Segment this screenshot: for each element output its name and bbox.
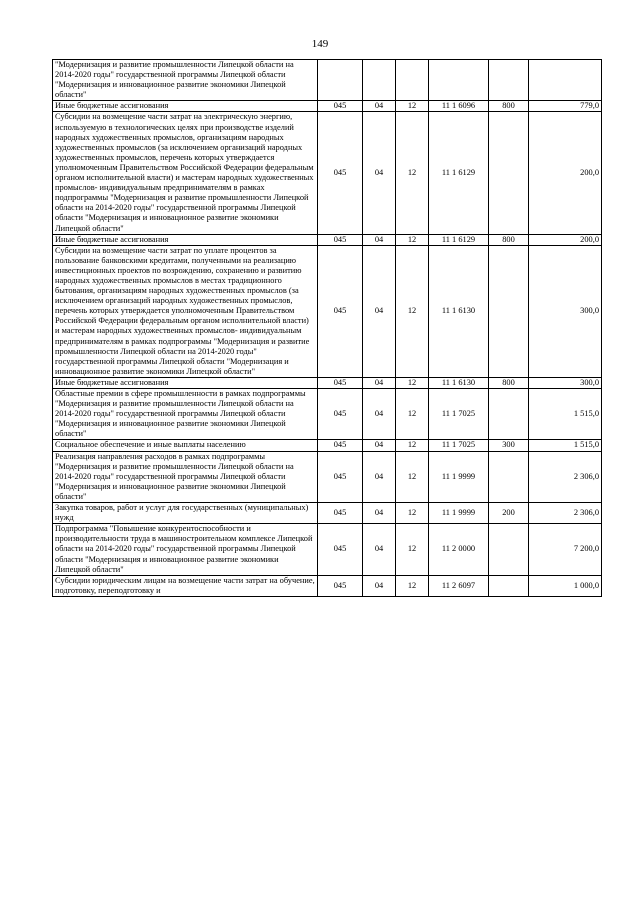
table-row xyxy=(53,101,602,112)
row-section: 04 xyxy=(363,451,396,502)
row-expense-type xyxy=(489,389,529,440)
table-row xyxy=(53,389,602,440)
row-expense-type xyxy=(489,451,529,502)
row-grbs xyxy=(318,60,363,101)
row-sum xyxy=(529,60,602,101)
row-section: 04 xyxy=(363,503,396,524)
row-grbs: 045 xyxy=(318,234,363,245)
row-name: Иные бюджетные ассигнования xyxy=(53,234,318,245)
row-target-article: 11 1 9999 xyxy=(429,503,489,524)
row-sum: 2 306,0 xyxy=(529,503,602,524)
row-subsection: 12 xyxy=(396,440,429,451)
row-name: Социальное обеспечение и иные выплаты населению xyxy=(53,440,318,451)
row-name: Подпрограмма "Повышение конкурентоспособности и производительности труда в машиностроительном комплексе Липецкой области на 2014-2020 годы" государственной программы Липецкой области "Модернизация и инновационное развитие экономики Липецкой области" xyxy=(53,524,318,575)
row-target-article: 11 1 7025 xyxy=(429,440,489,451)
row-name: Областные премии в сфере промышленности в рамках подпрограммы "Модернизация и развитие промышленности Липецкой области на 2014-2020 годы" государственной программы Липецкой области "Модернизация и инновационное развитие экономики Липецкой области" xyxy=(53,389,318,440)
row-grbs: 045 xyxy=(318,101,363,112)
row-subsection: 12 xyxy=(396,377,429,388)
row-expense-type xyxy=(489,245,529,377)
row-subsection: 12 xyxy=(396,389,429,440)
row-section xyxy=(363,60,396,101)
row-sum: 200,0 xyxy=(529,112,602,234)
row-name: Иные бюджетные ассигнования xyxy=(53,101,318,112)
row-sum: 779,0 xyxy=(529,101,602,112)
row-expense-type xyxy=(489,575,529,596)
row-grbs: 045 xyxy=(318,503,363,524)
row-sum: 300,0 xyxy=(529,245,602,377)
row-target-article: 11 1 6129 xyxy=(429,112,489,234)
row-grbs: 045 xyxy=(318,245,363,377)
table-row xyxy=(53,245,602,377)
table-row xyxy=(53,524,602,575)
row-section: 04 xyxy=(363,112,396,234)
budget-table xyxy=(52,59,602,597)
row-name: Субсидии юридическим лицам на возмещение части затрат на обучение, подготовку, переподготовку и xyxy=(53,575,318,596)
row-subsection: 12 xyxy=(396,575,429,596)
row-sum: 200,0 xyxy=(529,234,602,245)
row-expense-type: 800 xyxy=(489,101,529,112)
row-grbs: 045 xyxy=(318,524,363,575)
row-expense-type: 800 xyxy=(489,234,529,245)
row-name: Реализация направления расходов в рамках подпрограммы "Модернизация и развитие промышленности Липецкой области на 2014-2020 годы" государственной программы Липецкой области "Модернизация и инновационное развитие экономики Липецкой области" xyxy=(53,451,318,502)
row-grbs: 045 xyxy=(318,451,363,502)
row-section: 04 xyxy=(363,440,396,451)
row-section: 04 xyxy=(363,245,396,377)
row-expense-type xyxy=(489,60,529,101)
table-row xyxy=(53,377,602,388)
row-expense-type xyxy=(489,524,529,575)
row-name: Закупка товаров, работ и услуг для государственных (муниципальных) нужд xyxy=(53,503,318,524)
row-subsection: 12 xyxy=(396,503,429,524)
row-expense-type: 300 xyxy=(489,440,529,451)
row-name: Иные бюджетные ассигнования xyxy=(53,377,318,388)
row-sum: 2 306,0 xyxy=(529,451,602,502)
table-row xyxy=(53,60,602,101)
table-row xyxy=(53,234,602,245)
row-sum: 1 000,0 xyxy=(529,575,602,596)
row-section: 04 xyxy=(363,389,396,440)
row-section: 04 xyxy=(363,377,396,388)
row-expense-type: 800 xyxy=(489,377,529,388)
row-section: 04 xyxy=(363,575,396,596)
row-target-article: 11 2 6097 xyxy=(429,575,489,596)
row-expense-type: 200 xyxy=(489,503,529,524)
row-name: "Модернизация и развитие промышленности Липецкой области на 2014-2020 годы" государственной программы Липецкой области "Модернизация и инновационное развитие экономики Липецкой области" xyxy=(53,60,318,101)
row-target-article: 11 1 6130 xyxy=(429,377,489,388)
row-section: 04 xyxy=(363,101,396,112)
table-row xyxy=(53,575,602,596)
row-target-article xyxy=(429,60,489,101)
row-subsection: 12 xyxy=(396,234,429,245)
row-section: 04 xyxy=(363,234,396,245)
row-grbs: 045 xyxy=(318,575,363,596)
row-subsection: 12 xyxy=(396,101,429,112)
row-target-article: 11 1 6096 xyxy=(429,101,489,112)
row-subsection: 12 xyxy=(396,524,429,575)
row-subsection: 12 xyxy=(396,245,429,377)
row-grbs: 045 xyxy=(318,112,363,234)
row-sum: 7 200,0 xyxy=(529,524,602,575)
row-name: Субсидии на возмещение части затрат по уплате процентов за пользование банковскими кредитами, полученными на реализацию инвестиционных проектов по возрождению, сохранению и развитию народных художественных промыслов в местах традиционного бытования, организациям народных художественных промыслов (за исключением организаций народных художественных промыслов, перечень которых утверждается уполномоченным Правительством Российской Федерации федеральным органом исполнительной власти) и мастерам народных художественных промыслов- индивидуальным предпринимателям в рамках подпрограммы "Модернизация и развитие промышленности Липецкой области на 2014-2020 годы" государственной программы Липецкой области "Модернизация и инновационное развитие экономики Липецкой области" xyxy=(53,245,318,377)
row-sum: 1 515,0 xyxy=(529,389,602,440)
table-row xyxy=(53,112,602,234)
row-sum: 300,0 xyxy=(529,377,602,388)
row-expense-type xyxy=(489,112,529,234)
row-grbs: 045 xyxy=(318,389,363,440)
table-row xyxy=(53,503,602,524)
row-target-article: 11 1 6129 xyxy=(429,234,489,245)
row-subsection: 12 xyxy=(396,451,429,502)
row-section: 04 xyxy=(363,524,396,575)
row-name: Субсидии на возмещение части затрат на электрическую энергию, используемую в технологических целях при производстве изделий народных художественных промыслов, организациям народных художественных промыслов (за исключением организаций народных художественных промыслов, перечень которых утверждается уполномоченным Правительством Российской Федерации федеральным органом исполнительной власти) и мастерам народных художественных промыслов- индивидуальным предпринимателям в рамках подпрограммы "Модернизация и развитие промышленности Липецкой области на 2014-2020 годы" государственной программы Липецкой области "Модернизация и инновационное развитие экономики Липецкой области" xyxy=(53,112,318,234)
row-subsection: 12 xyxy=(396,112,429,234)
row-target-article: 11 1 6130 xyxy=(429,245,489,377)
table-row xyxy=(53,440,602,451)
row-grbs: 045 xyxy=(318,377,363,388)
row-target-article: 11 1 7025 xyxy=(429,389,489,440)
row-target-article: 11 1 9999 xyxy=(429,451,489,502)
page-number: 149 xyxy=(311,38,329,50)
row-subsection xyxy=(396,60,429,101)
table-row xyxy=(53,451,602,502)
row-grbs: 045 xyxy=(318,440,363,451)
row-target-article: 11 2 0000 xyxy=(429,524,489,575)
row-sum: 1 515,0 xyxy=(529,440,602,451)
